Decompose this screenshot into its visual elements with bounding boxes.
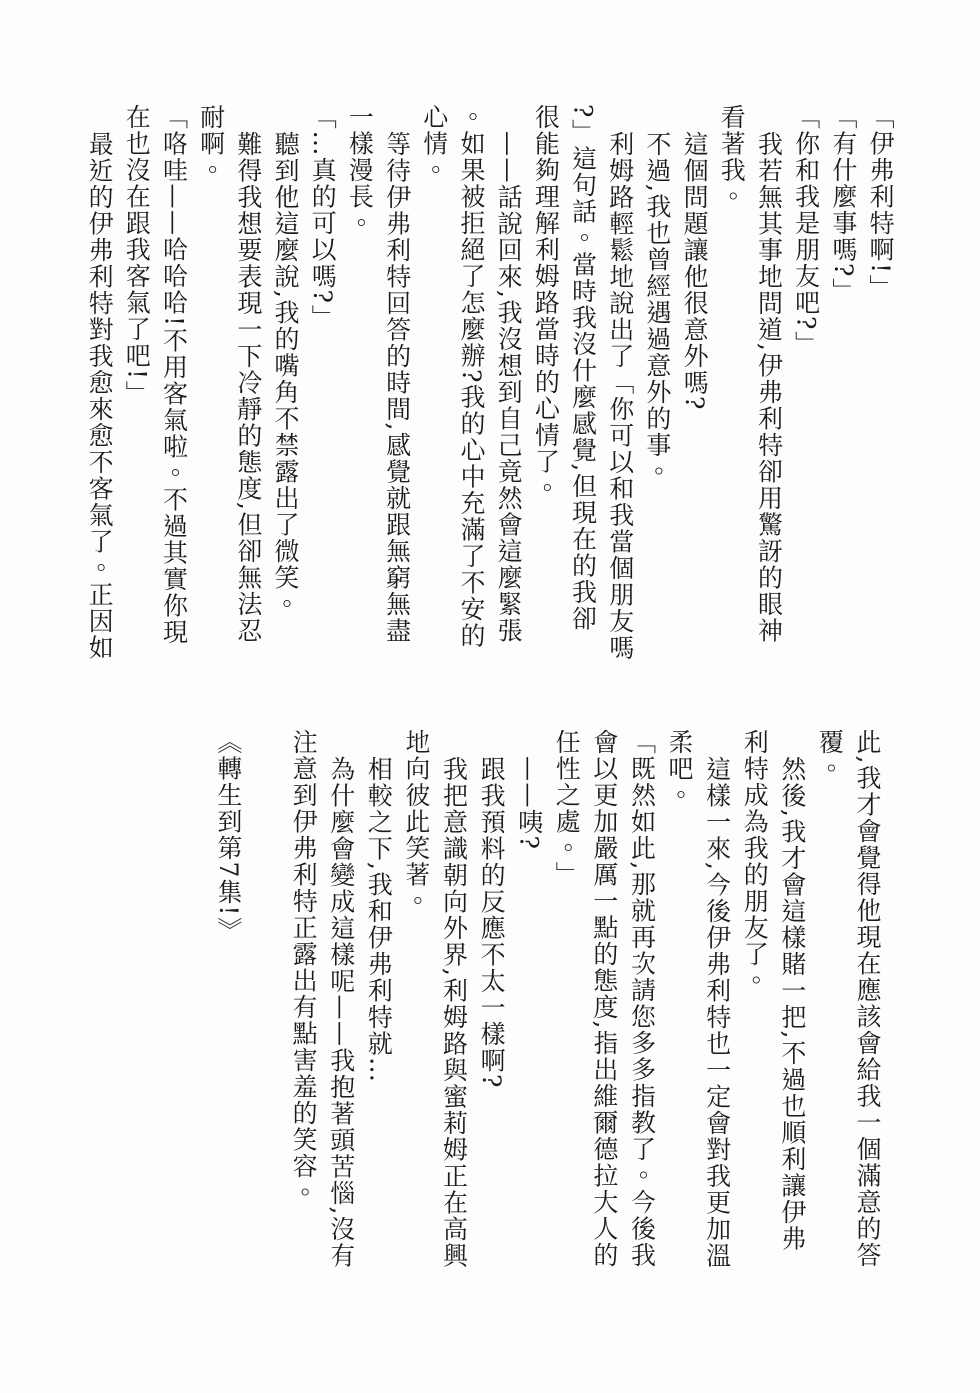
text-column: 很能夠理解利姆路當時的心情了。 (531, 104, 561, 502)
text-column: 最近的伊弗利特對我愈來愈不客氣了。正因如 (85, 130, 115, 661)
text-column: 此,我才會覺得他現在應該會給我一個滿意的答 (853, 729, 882, 1269)
text-column: 會以更加嚴厲一點的態度,指出維爾德拉大人的 (589, 729, 619, 1269)
text-column: ——咦? (514, 755, 544, 850)
text-column: 地向彼此笑著。 (401, 729, 431, 915)
text-column: 「…真的可以嗎?」 (308, 104, 338, 331)
text-column: 一樣漫長。 (345, 104, 375, 237)
text-column: ?」這句話。當時我沒什麼感覺,但現在的我卻 (568, 104, 598, 632)
text-column: 這個問題讓他很意外嗎? (680, 130, 710, 411)
text-column: 柔吧。 (665, 729, 695, 809)
text-column: 耐啊。 (196, 104, 226, 184)
text-column: 相較之下,我和伊弗利特就… (364, 755, 394, 1083)
text-column: 看著我。 (717, 104, 747, 210)
text-column: 不過,我也曾經遇過意外的事。 (642, 130, 672, 485)
text-column: 「咯哇——哈哈哈!不用客氣啦。不過其實你現 (159, 104, 189, 646)
text-column: 在也沒在跟我客氣了吧!」 (122, 104, 152, 408)
text-column: 難得我想要表現一下冷靜的態度,但卻無法忍 (233, 130, 263, 644)
text-column: 「既然如此,那就再次請您多多指教了。今後我 (627, 729, 657, 1269)
bottom-page-text-block (209, 729, 886, 1287)
text-column: 《轉生到第7集!》 (213, 729, 243, 944)
text-column: 「你和我是朋友吧?」 (791, 104, 821, 358)
text-column: 利特成為我的朋友了。 (740, 729, 770, 994)
text-column: 我把意識朝向外界,利姆路與蜜莉姆正在高興 (439, 755, 469, 1269)
text-column: 「有什麼事嗎?」 (828, 104, 858, 305)
text-column: 。如果被拒絕了怎麼辦?我的心中充滿了不安的 (456, 104, 486, 649)
text-column: 聽到他這麼說,我的嘴角不禁露出了微笑。 (271, 130, 300, 617)
text-column: 等待伊弗利特回答的時間,感覺就跟無窮無盡 (382, 130, 412, 644)
text-column: 注意到伊弗利特正露出有點害羞的笑容。 (289, 729, 319, 1206)
text-column: 任性之處。」 (552, 729, 582, 888)
text-column: 覆。 (815, 729, 845, 782)
text-column: 心情。 (419, 104, 449, 184)
text-column: ——話說回來,我沒想到自己竟然會這麼緊張 (494, 130, 524, 644)
text-column: 「伊弗利特啊!」 (866, 104, 895, 302)
text-column: 為什麼會變成這樣呢——我抱著頭苦惱,沒有 (326, 755, 356, 1269)
top-page-text-block (81, 104, 899, 662)
text-column: 然後,我才會這樣賭一把,不過也順利讓伊弗 (777, 755, 807, 1252)
text-column: 我若無其事地問道,伊弗利特卻用驚訝的眼神 (754, 130, 784, 644)
text-column: 跟我預料的反應不太一樣啊? (477, 755, 507, 1089)
text-column: 利姆路輕鬆地說出了「你可以和我當個朋友嗎 (605, 130, 635, 661)
blank-column (247, 729, 285, 1287)
text-column: 這樣一來,今後伊弗利特也一定會對我更加溫 (702, 755, 732, 1269)
